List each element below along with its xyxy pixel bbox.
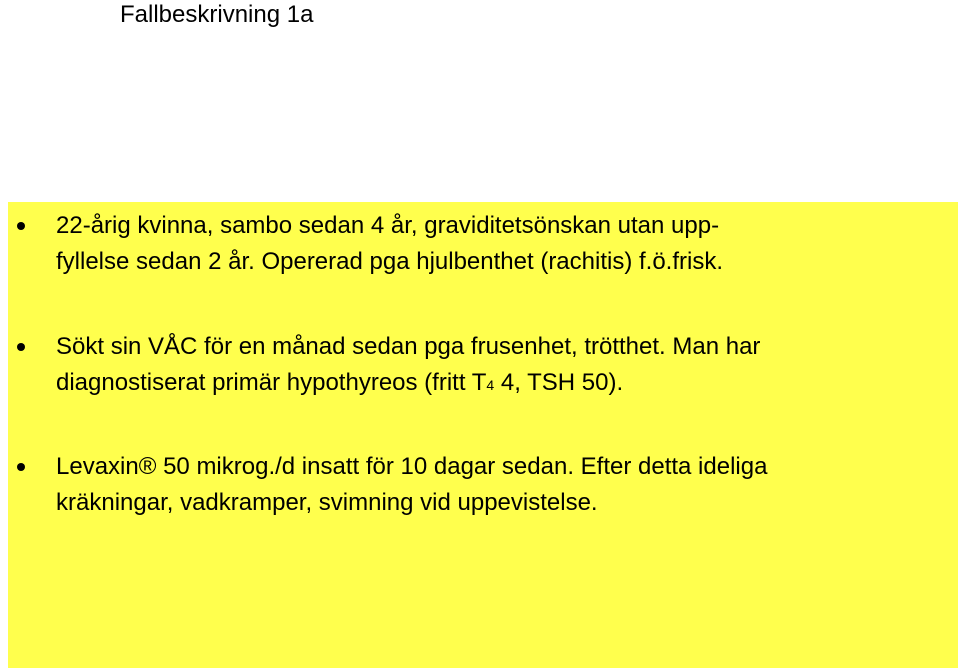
slide-title: Fallbeskrivning 1a [120, 1, 314, 28]
lab-values-text: 4, TSH 50). [494, 369, 624, 396]
bullet-text-line [56, 365, 951, 403]
bullet-text-line: Levaxin® 50 mikrog./d insatt för 10 dagar sedan. Efter detta ideliga [56, 453, 768, 480]
case-description-box [8, 202, 958, 668]
bullet-point-icon [17, 222, 25, 230]
bullet-text-line: kräkningar, vadkramper, svimning vid uppevistelse. [56, 489, 598, 516]
bullet-text-line: Sökt sin VÅC för en månad sedan pga frusenhet, trötthet. Man har [56, 333, 761, 360]
bullet-point-icon [17, 463, 25, 471]
t4-subscript: 4 [486, 377, 495, 393]
bullet-point-icon [17, 343, 25, 351]
bullet-text-line: 22-årig kvinna, sambo sedan 4 år, graviditetsönskan utan upp- [56, 212, 720, 239]
diagnosis-text: diagnostiserat primär hypothyreos (fritt T [56, 369, 487, 396]
bullet-text-line: fyllelse sedan 2 år. Opererad pga hjulbenthet (rachitis) f.ö.frisk. [56, 248, 724, 275]
